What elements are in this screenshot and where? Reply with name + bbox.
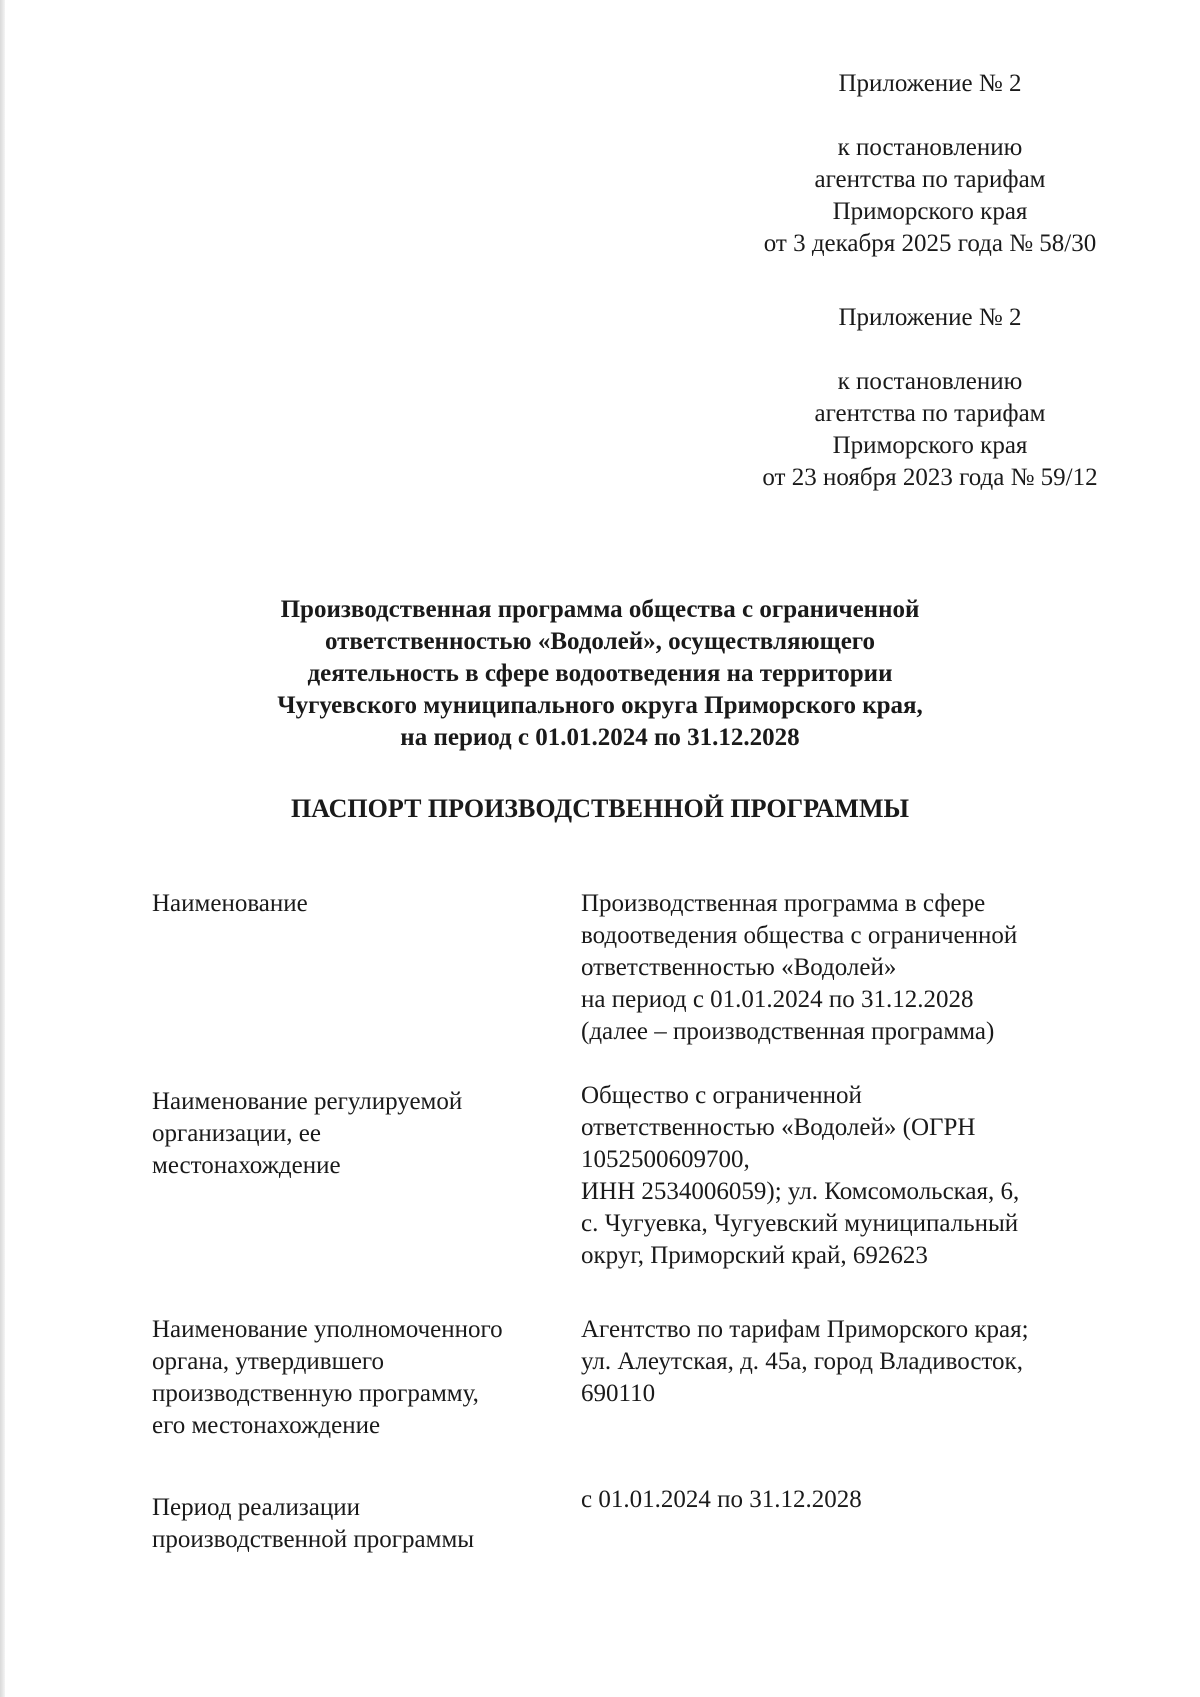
appendix-block-current xyxy=(720,68,1140,260)
value-line: Производственная программа в сфере xyxy=(581,890,986,917)
passport-label xyxy=(152,1492,552,1556)
value-line: Общество с ограниченной xyxy=(581,1082,862,1109)
value-line: 1052500609700, xyxy=(581,1146,750,1173)
appendix-line: агентства по тарифам xyxy=(814,166,1046,193)
title-line: Производственная программа общества с ограниченной xyxy=(280,596,920,623)
value-line: водоотведения общества с ограниченной xyxy=(581,922,1018,949)
label-line: производственную программу, xyxy=(152,1380,479,1407)
value-line: ИНН 2534006059); ул. Комсомольская, 6, xyxy=(581,1178,1020,1205)
passport-value xyxy=(581,1080,1101,1272)
label-line: его местонахождение xyxy=(152,1412,381,1439)
program-title xyxy=(130,594,1070,754)
value-line: округ, Приморский край, 692623 xyxy=(581,1242,928,1269)
value-line: на период с 01.01.2024 по 31.12.2028 xyxy=(581,986,974,1013)
appendix-line: Приморского края xyxy=(832,432,1028,459)
appendix-line: от 3 декабря 2025 года № 58/30 xyxy=(763,230,1097,257)
passport-value xyxy=(581,888,1101,1048)
appendix-line: к постановлению xyxy=(837,134,1023,161)
label-line: органа, утвердившего xyxy=(152,1348,385,1375)
label-line: Наименование регулируемой xyxy=(152,1088,463,1115)
label-line: Наименование xyxy=(152,890,308,917)
label-line: организации, ее xyxy=(152,1120,321,1147)
passport-heading: ПАСПОРТ ПРОИЗВОДСТВЕННОЙ ПРОГРАММЫ xyxy=(290,794,910,823)
appendix-line: от 23 ноября 2023 года № 59/12 xyxy=(762,464,1098,491)
label-line: производственной программы xyxy=(152,1526,475,1553)
value-line: 690110 xyxy=(581,1380,656,1407)
value-line: ул. Алеутская, д. 45а, город Владивосток, xyxy=(581,1348,1023,1375)
passport-label xyxy=(152,888,552,920)
label-line: Период реализации xyxy=(152,1494,360,1521)
value-line: ответственностью «Водолей» xyxy=(581,954,897,981)
page-edge xyxy=(0,0,5,1697)
value-line: (далее – производственная программа) xyxy=(581,1018,995,1045)
title-line: на период с 01.01.2024 по 31.12.2028 xyxy=(400,724,800,751)
value-line: с. Чугуевка, Чугуевский муниципальный xyxy=(581,1210,1019,1237)
passport-value xyxy=(581,1314,1101,1410)
title-line: ответственностью «Водолей», осуществляющего xyxy=(324,628,876,655)
appendix-heading: Приложение № 2 xyxy=(838,304,1022,331)
appendix-line: к постановлению xyxy=(837,368,1023,395)
appendix-block-original xyxy=(720,302,1140,494)
passport-label xyxy=(152,1314,552,1442)
passport-label xyxy=(152,1086,552,1182)
value-line: ответственностью «Водолей» (ОГРН xyxy=(581,1114,976,1141)
passport-value xyxy=(581,1484,1101,1516)
appendix-heading: Приложение № 2 xyxy=(838,70,1022,97)
label-line: Наименование уполномоченного xyxy=(152,1316,503,1343)
appendix-line: Приморского края xyxy=(832,198,1028,225)
title-line: Чугуевского муниципального округа Приморского края, xyxy=(277,692,923,719)
value-line: Агентство по тарифам Приморского края; xyxy=(581,1316,1029,1343)
value-line: с 01.01.2024 по 31.12.2028 xyxy=(581,1486,862,1513)
label-line: местонахождение xyxy=(152,1152,341,1179)
appendix-line: агентства по тарифам xyxy=(814,400,1046,427)
title-line: деятельность в сфере водоотведения на территории xyxy=(307,660,893,687)
